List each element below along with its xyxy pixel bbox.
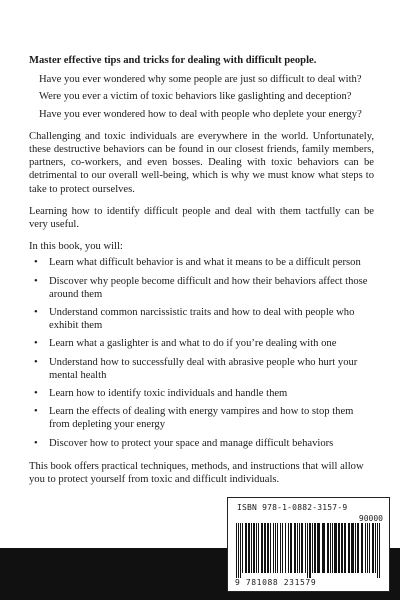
list-item: • Learn what difficult behavior is and what it means to be a difficult person	[34, 257, 361, 269]
bullet-list	[29, 256, 374, 449]
list-item: • Understand how to successfully deal with abrasive people who hurt your mental health	[34, 356, 358, 381]
question-3: Have you ever wondered how to deal with people who deplete your energy?	[39, 108, 362, 120]
in-this-book-label: In this book, you will:	[29, 241, 123, 253]
isbn-barcode	[227, 497, 390, 592]
bullet-icon: •	[34, 275, 38, 287]
price-code: 90000	[358, 514, 383, 523]
list-item: • Learn what a gaslighter is and what to do if you’re dealing with one	[34, 338, 337, 350]
bullet-icon: •	[34, 356, 38, 368]
isbn-label: ISBN 978-1-0882-3157-9	[237, 503, 348, 512]
list-item: • Learn how to identify toxic individuals and handle them	[34, 388, 288, 400]
paragraph-toxic-individuals: Challenging and toxic individuals are everywhere in the world. Unfortunately, these destructive behaviors can be found in our closest friends, family members, partners, co-workers, and even bosses. Dealing with toxic behaviors can be detrimental to our overall well-being, which is why we must know what steps to take to protect ourselves.	[29, 130, 374, 195]
back-cover-text	[29, 54, 374, 486]
bullet-icon: •	[34, 406, 38, 418]
paragraph-identify: Learning how to identify difficult people and deal with them tactfully can be very useful.	[29, 205, 374, 231]
list-item: • Discover how to protect your space and manage difficult behaviors	[34, 437, 334, 449]
headline: Master effective tips and tricks for dealing with difficult people.	[29, 55, 317, 66]
barcode-bars	[235, 523, 384, 578]
bullet-icon: •	[34, 388, 38, 400]
list-item: • Understand common narcissistic traits and how to deal with people who exhibit them	[34, 307, 355, 332]
barcode-digits: 9 781088 231579	[235, 578, 317, 587]
bullet-icon: •	[34, 257, 38, 269]
bullet-icon: •	[34, 338, 38, 350]
bullet-icon: •	[34, 437, 38, 449]
question-2: Were you ever a victim of toxic behaviors like gaslighting and deception?	[39, 91, 352, 103]
list-item: • Learn the effects of dealing with energy vampires and how to stop them from depleting your energy	[34, 406, 354, 431]
question-1: Have you ever wondered why some people are just so difficult to deal with?	[39, 74, 362, 86]
list-item: • Discover why people become difficult and how their behaviors affect those around them	[34, 275, 368, 300]
closing-paragraph: This book offers practical techniques, methods, and instructions that will allow you to protect yourself from toxic and difficult individuals.	[29, 460, 364, 486]
bullet-icon: •	[34, 307, 38, 319]
